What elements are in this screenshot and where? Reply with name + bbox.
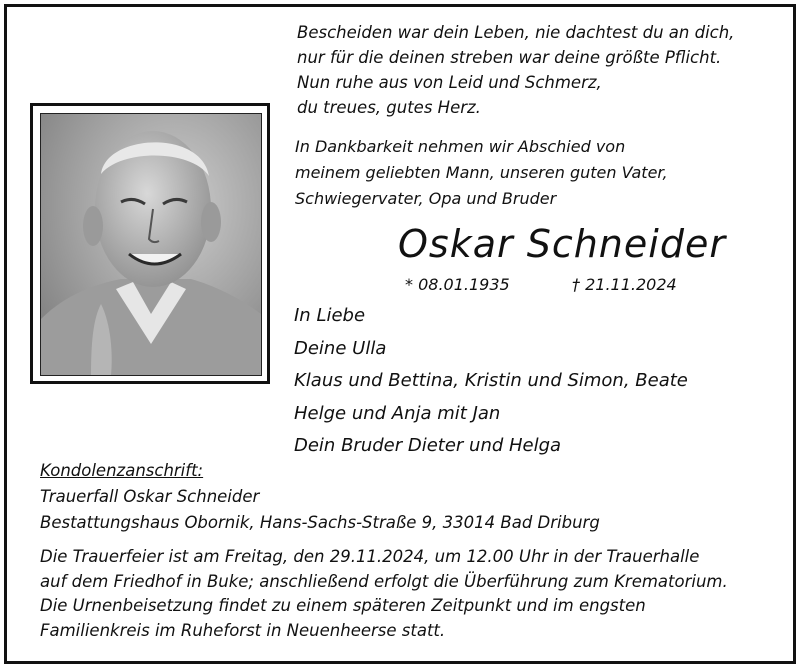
life-dates xyxy=(405,275,677,294)
notice-line: Die Urnenbeisetzung findet zu einem späteren Zeitpunkt und im engsten xyxy=(40,596,646,615)
funeral-notice xyxy=(40,545,728,643)
poem-line: du treues, gutes Herz. xyxy=(297,98,481,117)
mourners-list xyxy=(294,300,688,463)
poem-line: nur für die deinen streben war deine größte Pflicht. xyxy=(297,48,722,67)
condolence-address xyxy=(40,458,600,536)
mourner-line: In Liebe xyxy=(294,305,366,326)
intro-line: In Dankbarkeit nehmen wir Abschied von xyxy=(295,137,626,156)
portrait-illustration xyxy=(41,114,261,375)
mourner-line: Helge und Anja mit Jan xyxy=(294,402,501,424)
portrait-photo xyxy=(30,103,270,384)
intro-text xyxy=(295,134,668,212)
intro-line: meinem geliebten Mann, unseren guten Vater, xyxy=(295,163,668,182)
condolence-line: Bestattungshaus Obornik, Hans-Sachs-Straße 9, 33014 Bad Driburg xyxy=(40,513,600,532)
notice-line: auf dem Friedhof in Buke; anschließend erfolgt die Überführung zum Krematorium. xyxy=(40,571,728,591)
death-date: † 21.11.2024 xyxy=(572,275,677,294)
poem-line: Nun ruhe aus von Leid und Schmerz, xyxy=(297,73,602,92)
notice-line: Die Trauerfeier ist am Freitag, den 29.11.2024, um 12.00 Uhr in der Trauerhalle xyxy=(40,547,700,566)
mourner-line: Dein Bruder Dieter und Helga xyxy=(294,435,562,456)
deceased-name: Oskar Schneider xyxy=(398,222,726,266)
intro-line: Schwiegervater, Opa und Bruder xyxy=(295,189,557,208)
condolence-heading: Kondolenzanschrift: xyxy=(40,461,204,480)
birth-date: * 08.01.1935 xyxy=(405,275,510,294)
mourner-line: Klaus und Bettina, Kristin und Simon, Beate xyxy=(294,370,688,391)
condolence-line: Trauerfall Oskar Schneider xyxy=(40,487,260,506)
mourner-line: Deine Ulla xyxy=(294,337,387,359)
poem xyxy=(297,20,734,120)
notice-line: Familienkreis im Ruheforst in Neuenheerse statt. xyxy=(40,620,446,640)
portrait-image xyxy=(40,113,262,376)
poem-line: Bescheiden war dein Leben, nie dachtest du an dich, xyxy=(297,23,735,42)
